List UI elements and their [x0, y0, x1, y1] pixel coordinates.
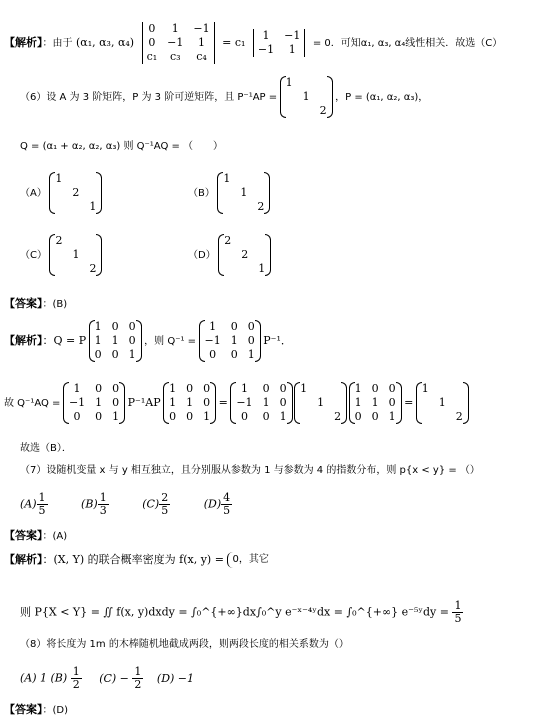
- matrix-cell: 0: [247, 320, 255, 333]
- answer-7: 【答案】：(A): [4, 529, 68, 542]
- analysis-7-result: 则 P{X < Y} = ∬ f(x, y)dxdy = ∫₀^{+∞}dx∫₀^y e⁻ˣ⁻⁴ʸdx = ∫₀^{+∞} e⁻⁵ʸdy = $\frac{1}{5}$: [20, 599, 462, 625]
- matrix-cell: 1: [285, 76, 293, 89]
- determinant: [142, 22, 215, 64]
- matrix-cell: 1: [421, 382, 429, 395]
- matrix-cell: c₃: [169, 50, 181, 63]
- matrix-cell: 2: [241, 248, 249, 261]
- matrix-cell: [67, 234, 84, 248]
- matrix-cell: 0: [186, 410, 194, 423]
- options-7: (A) $\frac{1}{5}$ (B) $\frac{1}{3}$ (C) $\frac{2}{5}$ (D) $\frac{4}{5}$: [20, 491, 231, 517]
- matrix-cell: 1: [302, 90, 310, 103]
- matrix-cell: 1: [209, 320, 217, 333]
- matrix-cell: [236, 262, 253, 276]
- matrix-cell: 1: [94, 334, 102, 347]
- matrix-cell: c₄: [196, 50, 207, 63]
- matrix-cell: −1: [167, 36, 184, 49]
- matrix-cell: 1: [371, 396, 379, 409]
- matrix-cell: 1: [354, 382, 362, 395]
- matrix-cell: [235, 200, 252, 214]
- matrix-cell: [67, 200, 84, 214]
- matrix-cell: 1: [203, 410, 211, 423]
- matrix-cell: 1: [94, 320, 102, 333]
- text: ：由于: [42, 38, 73, 49]
- analysis-6-cont: 故 Q⁻¹AQ = 1 0 0 −1 1 0 0 0 1 P⁻¹AP 1 0 0 1 1 0 0 0 1 = 1 0 0 −1 1 0 0 0 1 1 1 2 1 0 0 1 1 0 0 0 1 = 1 1 2: [4, 382, 468, 424]
- text: = c₁: [222, 36, 246, 49]
- matrix-cell: 0: [279, 382, 287, 395]
- question-6: [20, 76, 428, 118]
- matrix-cell: 0: [371, 410, 379, 423]
- matrix-cell: 1: [438, 396, 446, 409]
- matrix-cell: c₁: [146, 50, 158, 63]
- question-text: Q = (α₁ + α₂, α₂, α₃) 则 Q⁻¹AQ = （ ）: [20, 141, 224, 152]
- matrix-cell: 0: [247, 334, 255, 347]
- matrix-cell: 1: [300, 382, 308, 395]
- analysis-6: 【解析】：Q = P 1 0 0 1 1 0 0 0 1 ，则 Q⁻¹ = 1 0 0 −1 1 0 0 0 1 P⁻¹．: [4, 320, 292, 361]
- matrix-cell: 1: [112, 410, 120, 423]
- matrix-cell: [236, 234, 253, 248]
- matrix-cell: 1: [247, 348, 255, 361]
- matrix-cell: 1: [111, 334, 119, 347]
- conclusion: 故选（B）．: [20, 443, 72, 454]
- matrix-cell: 0: [240, 410, 248, 423]
- matrix-cell: 0: [262, 382, 270, 395]
- matrix-cell: [312, 410, 329, 424]
- matrix-cell: 1: [262, 29, 270, 42]
- matrix-cell: 1: [186, 396, 194, 409]
- matrix-cell: 2: [89, 262, 97, 275]
- matrix-cell: 0: [111, 320, 119, 333]
- analysis-label: 【解析】: [4, 36, 43, 49]
- answer-6: 【答案】：(B): [4, 297, 68, 310]
- matrix-cell: 0: [94, 348, 102, 361]
- matrix-cell: 2: [224, 234, 232, 247]
- matrix-cell: 2: [334, 410, 342, 423]
- matrix-cell: 1: [317, 396, 325, 409]
- option-a: （A） 1 2 1: [20, 172, 101, 214]
- matrix-cell: 1: [169, 382, 177, 395]
- matrix-cell: 0: [95, 382, 103, 395]
- matrix-cell: 0: [128, 334, 136, 347]
- matrix-cell: 0: [112, 382, 120, 395]
- matrix-cell: −1: [236, 396, 253, 409]
- matrix-cell: [434, 382, 451, 396]
- matrix-cell: 0: [73, 410, 81, 423]
- analysis-7: 【解析】：(X, Y) 的联合概率密度为 f(x, y) = 0，其它: [4, 553, 269, 566]
- matrix-cell: [67, 172, 84, 186]
- matrix-cell: 1: [262, 396, 270, 409]
- matrix-cell: 1: [72, 248, 80, 261]
- matrix-cell: 0: [388, 382, 396, 395]
- matrix-cell: 1: [169, 396, 177, 409]
- option-b: （B） 1 1 2: [188, 172, 269, 214]
- matrix-cell: 1: [279, 410, 287, 423]
- matrix-cell: 1: [171, 22, 179, 35]
- matrix-cell: 1: [354, 396, 362, 409]
- matrix-cell: −1: [68, 396, 86, 409]
- matrix-cell: 2: [319, 104, 327, 117]
- matrix-cell: 2: [55, 234, 63, 247]
- matrix-cell: 0: [371, 382, 379, 395]
- matrix-cell: 0: [148, 22, 156, 35]
- matrix-cell: 1: [230, 334, 238, 347]
- matrix-cell: 1: [240, 382, 248, 395]
- matrix: [281, 76, 332, 118]
- matrix-cell: [67, 262, 84, 276]
- question-text: （6）设 A 为 3 阶矩阵，P 为 3 阶可逆矩阵，且 P⁻¹AP =: [20, 92, 278, 103]
- matrix-cell: −1: [193, 22, 210, 35]
- text: = 0．可知α₁, α₃, α₄线性相关．故选（C）: [312, 38, 503, 49]
- matrix-cell: 0: [148, 36, 156, 49]
- matrix-cell: 0: [388, 396, 396, 409]
- matrix-cell: 1: [288, 43, 296, 56]
- matrix-cell: 0: [209, 348, 217, 361]
- matrix-cell: 1: [128, 348, 136, 361]
- matrix-cell: 2: [72, 186, 80, 199]
- matrix-cell: 2: [257, 200, 265, 213]
- matrix-cell: 1: [258, 262, 266, 275]
- matrix-cell: [312, 382, 329, 396]
- option-c: （C） 2 1 2: [20, 234, 101, 276]
- matrix-cell: 1: [198, 36, 205, 49]
- matrix-cell: 1: [388, 410, 396, 423]
- matrix-cell: 2: [455, 410, 463, 423]
- matrix-cell: 0: [203, 396, 211, 409]
- matrix-cell: 0: [186, 382, 194, 395]
- matrix-cell: 0: [230, 348, 238, 361]
- matrix-cell: 0: [95, 410, 103, 423]
- option-d: （D） 2 2 1: [188, 234, 270, 276]
- matrix-cell: 1: [55, 172, 63, 185]
- question-text: ，P = (α₁, α₂, α₃)，: [335, 92, 429, 103]
- matrix-cell: 0: [262, 410, 270, 423]
- question-8: （8）将长度为 1m 的木棒随机地截成两段，则两段长度的相关系数为（）: [20, 639, 349, 650]
- answer-8: 【答案】：(D): [4, 703, 69, 716]
- matrix-cell: −1: [284, 29, 301, 42]
- matrix-cell: −1: [204, 334, 221, 347]
- matrix-cell: 0: [128, 320, 136, 333]
- matrix-cell: [298, 76, 315, 90]
- matrix-cell: 0: [111, 348, 119, 361]
- matrix-cell: −1: [257, 43, 275, 56]
- matrix-cell: [235, 172, 252, 186]
- matrix-cell: 0: [354, 410, 362, 423]
- matrix-cell: 1: [73, 382, 81, 395]
- matrix-cell: 0: [230, 320, 238, 333]
- matrix-cell: 1: [240, 186, 248, 199]
- matrix-cell: 0: [169, 410, 177, 423]
- matrix-cell: [434, 410, 451, 424]
- matrix-cell: 0: [112, 396, 120, 409]
- matrix-cell: [298, 104, 315, 118]
- text: (α₁, α₃, α₄): [76, 36, 135, 49]
- matrix-cell: 0: [279, 396, 287, 409]
- question-7: （7）设随机变量 x 与 y 相互独立，且分别服从参数为 1 与参数为 4 的指数分布，则 p{x < y} = （）: [20, 465, 480, 476]
- determinant: [253, 29, 305, 57]
- matrix-cell: 0: [203, 382, 211, 395]
- options-8: (A) 1 (B) $\frac{1}{2}$ (C) − $\frac{1}{2}$ (D) −1: [20, 665, 195, 691]
- matrix-cell: 1: [223, 172, 231, 185]
- matrix-cell: 1: [95, 396, 103, 409]
- matrix-cell: 1: [89, 200, 97, 213]
- analysis-line-5: [4, 22, 502, 64]
